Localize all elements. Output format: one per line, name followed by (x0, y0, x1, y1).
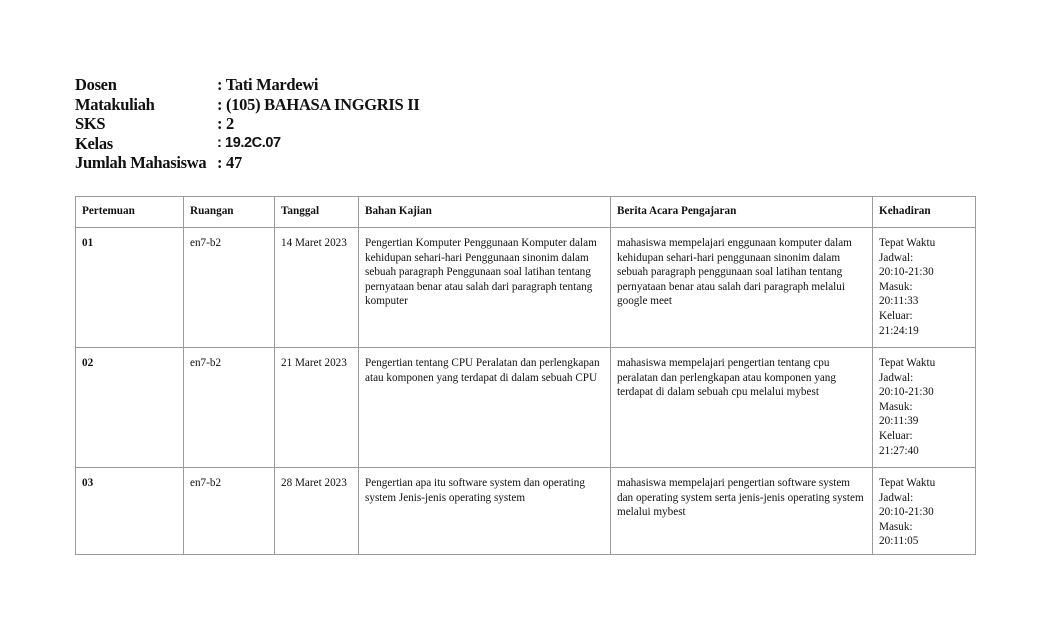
attendance-label: Masuk: (879, 400, 913, 413)
attendance-label: Jadwal: (879, 371, 914, 384)
attendance-value: 20:11:33 (879, 295, 919, 308)
attendance-value: 20:10-21:30 (879, 386, 934, 399)
attendance-label: Masuk: (879, 280, 913, 293)
attendance-value: 20:10-21:30 (879, 266, 934, 279)
cell-kehadiran (873, 228, 976, 348)
attendance-label: Jadwal: (879, 491, 914, 504)
attendance-status: Tepat Waktu (879, 357, 936, 369)
cell-bahan-kajian: Pengertian apa itu software system dan operating system Jenis-jenis operating system (359, 468, 611, 555)
cell-ruangan: en7-b2 (184, 348, 275, 468)
header-ruangan: Ruangan (184, 197, 275, 228)
table-row (76, 348, 976, 468)
cell-pertemuan: 02 (76, 348, 184, 468)
cell-berita-acara: mahasiswa mempelajari pengertian tentang cpu peralatan dan perlengkapan atau komponen yang terdapat di dalam sebuah cpu melalui mybest (611, 348, 873, 468)
attendance-status: Tepat Waktu (879, 477, 936, 489)
info-label: Matakuliah (75, 94, 155, 114)
attendance-label: Keluar: (879, 309, 913, 322)
attendance-value: 21:27:40 (879, 444, 919, 457)
header-pertemuan: Pertemuan (76, 197, 184, 228)
table-header-row (76, 197, 976, 228)
cell-bahan-kajian: Pengertian Komputer Penggunaan Komputer dalam kehidupan sehari-hari Penggunaan sinonim dalam sebuah paragraph Penggunaan soal latihan tentang pernyataan benar atau salah dari paragraph tentang komputer (359, 228, 611, 348)
info-row-sks (75, 114, 419, 134)
cell-berita-acara: mahasiswa mempelajari enggunaan komputer dalam kehidupan sehari-hari penggunaan sinonim dalam sebuah paragraph penggunaan soal latihan tentang pernyataan benar atau salah dari paragraph melalui google meet (611, 228, 873, 348)
cell-bahan-kajian: Pengertian tentang CPU Peralatan dan perlengkapan atau komponen yang terdapat di dalam sebuah CPU (359, 348, 611, 468)
cell-tanggal: 14 Maret 2023 (275, 228, 359, 348)
info-row-dosen (75, 75, 419, 95)
cell-berita-acara: mahasiswa mempelajari pengertian software system dan operating system serta jenis-jenis operating system melalui mybest (611, 468, 873, 555)
attendance-status: Tepat Waktu (879, 237, 936, 249)
info-label: SKS (75, 114, 106, 133)
teaching-log-table (75, 196, 976, 555)
info-row-jumlah-mahasiswa (75, 153, 419, 173)
course-info (75, 75, 419, 173)
attendance-value: 20:10-21:30 (879, 506, 934, 519)
table-row (76, 228, 976, 348)
class-code: : 19.2C.07 (217, 134, 281, 151)
cell-tanggal: 28 Maret 2023 (275, 468, 359, 555)
info-row-kelas (75, 134, 419, 154)
cell-kehadiran (873, 348, 976, 468)
cell-ruangan: en7-b2 (184, 228, 275, 348)
attendance-value: 21:24:19 (879, 324, 919, 337)
header-tanggal: Tanggal (275, 197, 359, 228)
header-bahan-kajian: Bahan Kajian (359, 197, 611, 228)
cell-kehadiran (873, 468, 976, 555)
credit-units: : 2 (217, 114, 234, 133)
lecturer-name: : Tati Mardewi (217, 75, 319, 94)
student-count: : 47 (217, 153, 242, 172)
table-row (76, 468, 976, 555)
attendance-value: 20:11:39 (879, 415, 919, 428)
cell-tanggal: 21 Maret 2023 (275, 348, 359, 468)
info-row-matakuliah (75, 95, 419, 115)
attendance-label: Jadwal: (879, 251, 914, 264)
attendance-value: 20:11:05 (879, 535, 919, 548)
header-kehadiran: Kehadiran (873, 197, 976, 228)
info-label: Jumlah Mahasiswa (75, 153, 207, 172)
cell-pertemuan: 03 (76, 468, 184, 555)
attendance-label: Masuk: (879, 520, 913, 533)
info-label: Kelas (75, 133, 113, 153)
cell-ruangan: en7-b2 (184, 468, 275, 555)
course-name: : (105) BAHASA INGGRIS II (217, 94, 420, 114)
attendance-label: Keluar: (879, 429, 913, 442)
cell-pertemuan: 01 (76, 228, 184, 348)
header-berita-acara: Berita Acara Pengajaran (611, 197, 873, 228)
info-label: Dosen (75, 75, 117, 94)
